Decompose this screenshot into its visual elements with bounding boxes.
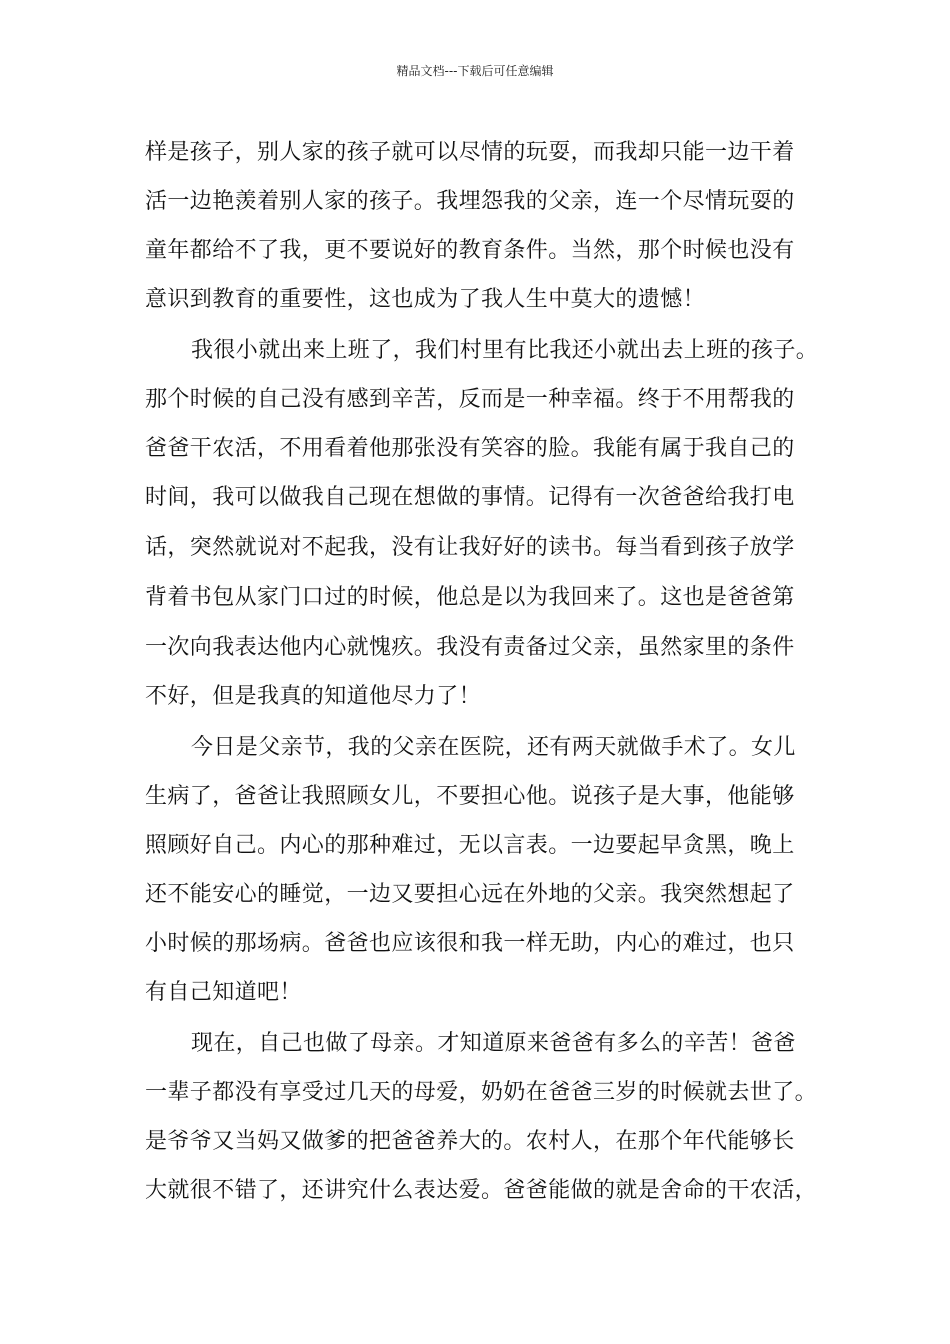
text-line: 一辈子都没有享受过几天的母爱，奶奶在爸爸三岁的时候就去世了。 — [145, 1080, 818, 1105]
text-line: 照顾好自己。内心的那种难过，无以言表。一边要起早贪黑，晚上 — [145, 833, 795, 858]
text-line: 生病了，爸爸让我照顾女儿，不要担心他。说孩子是大事，他能够 — [145, 784, 795, 809]
paragraph-first-line: 我很小就出来上班了，我们村里有比我还小就出去上班的孩子。 — [191, 338, 819, 363]
text-line: 大就很不错了，还讲究什么表达爱。爸爸能做的就是舍命的干农活， — [145, 1178, 818, 1203]
text-line: 一次向我表达他内心就愧疚。我没有责备过父亲，虽然家里的条件 — [145, 635, 795, 660]
text-line: 话，突然就说对不起我，没有让我好好的读书。每当看到孩子放学 — [145, 535, 795, 560]
text-line: 时间，我可以做我自己现在想做的事情。记得有一次爸爸给我打电 — [145, 485, 795, 510]
text-line: 样是孩子，别人家的孩子就可以尽情的玩耍，而我却只能一边干着 — [145, 140, 795, 165]
text-line: 有自己知道吧！ — [145, 980, 302, 1005]
text-line: 是爷爷又当妈又做爹的把爸爸养大的。农村人，在那个年代能够长 — [145, 1129, 795, 1154]
text-line: 背着书包从家门口过的时候，他总是以为我回来了。这也是爸爸第 — [145, 585, 795, 610]
paragraph-first-line: 今日是父亲节，我的父亲在医院，还有两天就做手术了。女儿 — [191, 735, 796, 760]
text-line: 小时候的那场病。爸爸也应该很和我一样无助，内心的难过，也只 — [145, 931, 795, 956]
text-line: 爸爸干农活，不用看着他那张没有笑容的脸。我能有属于我自己的 — [145, 436, 795, 461]
text-line: 童年都给不了我，更不要说好的教育条件。当然，那个时候也没有 — [145, 238, 795, 263]
text-line: 还不能安心的睡觉，一边又要担心远在外地的父亲。我突然想起了 — [145, 882, 795, 907]
paragraph-first-line: 现在，自己也做了母亲。才知道原来爸爸有多么的辛苦！爸爸 — [191, 1031, 796, 1056]
text-line: 意识到教育的重要性，这也成为了我人生中莫大的遗憾！ — [145, 287, 706, 312]
text-line: 不好，但是我真的知道他尽力了！ — [145, 684, 482, 709]
page-header: 精品文档---下载后可任意编辑 — [396, 64, 554, 78]
text-line: 那个时候的自己没有感到辛苦，反而是一种幸福。终于不用帮我的 — [145, 387, 795, 412]
text-line: 活一边艳羡着别人家的孩子。我埋怨我的父亲，连一个尽情玩耍的 — [145, 189, 795, 214]
